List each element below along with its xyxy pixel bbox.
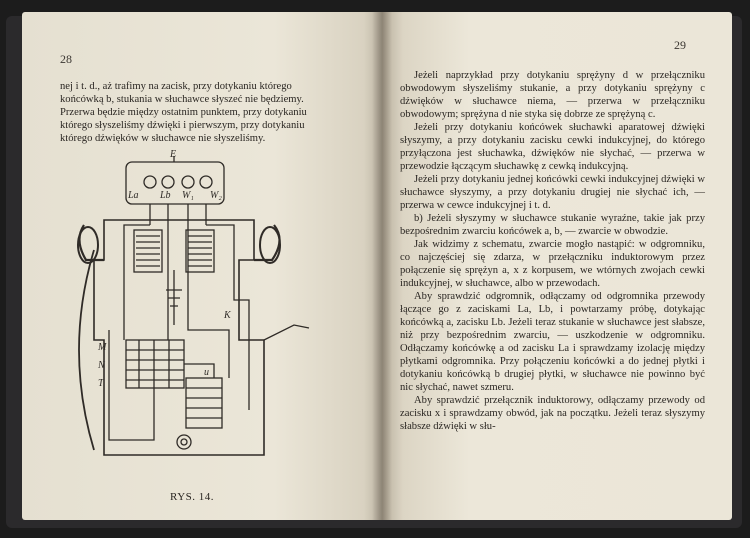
label-w1: W₁: [182, 190, 194, 201]
label-n: N: [98, 360, 105, 371]
paragraph: b) Jeżeli słyszymy w słuchawce stukanie wyraźne, takie jak przy bezpośrednim zwarciu końcówek a, b, — zwarcie w obwodzie.: [400, 213, 705, 237]
label-e: E: [170, 150, 177, 160]
label-t: T: [98, 378, 104, 389]
text-line: nej i t. d., aż trafimy na zacisk, przy dotykaniu którego: [60, 81, 292, 92]
text-line: Przerwa będzie między ostatnim punktem, przy dotykaniu: [60, 107, 307, 118]
label-w2: W₂: [210, 190, 222, 201]
left-page: [22, 12, 382, 520]
paragraph: Jeżeli naprzykład przy dotykaniu sprężyny d w przełączniku obwodowym słyszeliśmy stukanie, a przy dotykaniu sprężyny c dźwięków w słuchawce niema, — przerwa w przełączniku obwodowym; sprężyna d nie styka się dobrze ze sprężyną c.: [400, 70, 705, 120]
telephone-housing: [94, 220, 264, 455]
left-page-text: [60, 80, 376, 145]
page-number: 28: [60, 52, 72, 66]
paragraph: Aby sprawdzić odgromnik, odłączamy od odgromnika przewody łączące go z zaciskami La, Lb, i powtarzamy próbę, dotykając końcówką a, zacisku Lb. Jeżeli teraz stukanie w słuchawce jest słabsze, niż przy bezpośrednim zwarciu, — uszkodzenie w odgromniku. Odłączamy końcówkę a od zacisku La i sprawdzamy izolację między płytkami odgromnika. Przy połączeniu końcówki a do jednej płytki i dotykaniu końcówką b drugiej płytki, w słuchawce nie powinno być nic słychać, nawet szmeru.: [400, 291, 705, 393]
paragraph: Jak widzimy z schematu, zwarcie mogło nastąpić: w odgromniku, co najczęściej się zdarza, w przełączniku induktorowym przez połączenie się sprężyn a, x z korpusem, we wtórnych zwojach cewki indukcyjnej, w słuchawce, albo w przewodach.: [400, 239, 705, 289]
text-line: którego dźwięków w słuchawce nie słyszeliśmy.: [60, 133, 266, 144]
label-m: M: [98, 342, 107, 353]
right-page-text: [400, 69, 705, 433]
page-number: 29: [674, 38, 686, 52]
label-k: K: [224, 310, 231, 321]
paragraph: Aby sprawdzić przełącznik induktorowy, odłączamy przewody od zacisku x i sprawdzamy obwód, jak na początku. Jeżeli teraz słyszymy słabsze dźwięki w słu-: [400, 395, 705, 432]
text-line: końcówką b, stukania w słuchawce słyszeć nie będziemy.: [60, 94, 304, 105]
label-lb: Lb: [160, 190, 171, 201]
text-line: którego słyszeliśmy dźwięki i pierwszym, przy dotykaniu: [60, 120, 305, 131]
book-spine: [372, 12, 392, 520]
paragraph: Jeżeli przy dotykaniu jednej końcówki cewki indukcyjnej dźwięki w słuchawce słyszymy, a przy dotykaniu drugiej nie słychać ich, — przerwa w cewce indukcyjnej i t. d.: [400, 174, 705, 211]
figure-caption: RYS. 14.: [170, 491, 215, 503]
telephone-wiring-diagram: [64, 150, 314, 485]
label-la: La: [128, 190, 139, 201]
label-u: u: [204, 367, 209, 378]
right-page: [382, 12, 732, 520]
paragraph: Jeżeli przy dotykaniu końcówek słuchawki aparatowej dźwięki słyszymy, a przy dotykaniu zacisku cewki indukcyjnej, do którego przyłączona jest słuchawka, dźwięków nie słychać, — przerwa w przewodzie łączącym słuchawkę z cewką indukcyjną.: [400, 122, 705, 172]
